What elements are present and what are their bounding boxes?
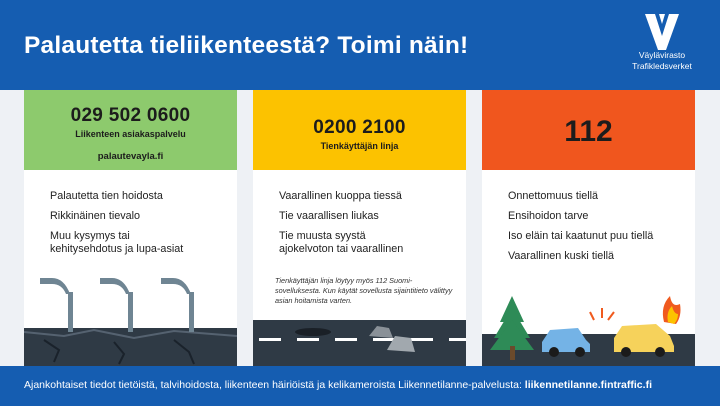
emergency-number[interactable]: 112 [564, 115, 613, 148]
footer [0, 366, 720, 406]
phone-number[interactable]: 0200 2100 [313, 117, 406, 138]
column-emergency [482, 90, 695, 366]
column-road-user-line [253, 90, 466, 366]
red-header-band [482, 90, 695, 170]
logo-text-fi: Väylävirasto [638, 50, 686, 60]
list-item: Ensihoidon tarve [508, 210, 589, 222]
list-item: kehitysehdotus ja lupa-asiat [50, 243, 184, 255]
footer-description: Ajankohtaiset tiedot tietöistä, talvihoidosta, liikenteen häiriöistä ja kelikameroista Liikennetilanne-palvelusta: [24, 379, 522, 391]
road-condition-list [279, 190, 403, 263]
phone-number[interactable]: 029 502 0600 [70, 105, 191, 126]
list-item: Iso eläin tai kaatunut puu tiellä [508, 230, 654, 242]
list-item: Rikkinäinen tievalo [50, 210, 141, 222]
footer-text [24, 379, 652, 391]
service-name: Tienkäyttäjän linja [320, 141, 399, 151]
yellow-header-band [253, 90, 466, 170]
page-title: Palautetta tieliikenteestä? Toimi näin! [24, 32, 469, 59]
road-obstacles-illustration [253, 306, 466, 366]
column-customer-service [24, 90, 237, 366]
green-header-band [24, 90, 237, 170]
list-item: Tie vaarallisen liukas [279, 210, 379, 222]
feedback-list [50, 190, 183, 263]
logo-text-sv: Trafikledsverket [632, 61, 692, 71]
accident-illustration [482, 286, 695, 366]
list-item: Muu kysymys tai [50, 230, 130, 242]
website-link[interactable]: palautevayla.fi [97, 151, 164, 162]
list-item: Tie muusta syystä [279, 230, 366, 242]
list-item: Vaarallinen kuski tiellä [508, 250, 615, 262]
vaylavirasto-logo [614, 14, 710, 72]
list-item: Palautetta tien hoidosta [50, 190, 163, 202]
list-item: Onnettomuus tiellä [508, 190, 599, 202]
logo-v-icon [645, 14, 679, 50]
app-note: Tienkäyttäjän linja löytyy myös 112 Suomi-sovelluksesta. Kun käytät sovellusta sijaintitieto välittyy asian hoitamista varten. [275, 276, 453, 305]
list-item: ajokelvoton tai vaarallinen [279, 243, 404, 255]
emergency-list [508, 190, 653, 270]
header [0, 0, 720, 90]
list-item: Vaarallinen kuoppa tiessä [279, 190, 402, 202]
traffic-info-link[interactable]: liikennetilanne.fintraffic.fi [524, 379, 652, 391]
broken-streetlights-illustration [24, 270, 237, 366]
service-name: Liikenteen asiakaspalvelu [75, 129, 186, 139]
